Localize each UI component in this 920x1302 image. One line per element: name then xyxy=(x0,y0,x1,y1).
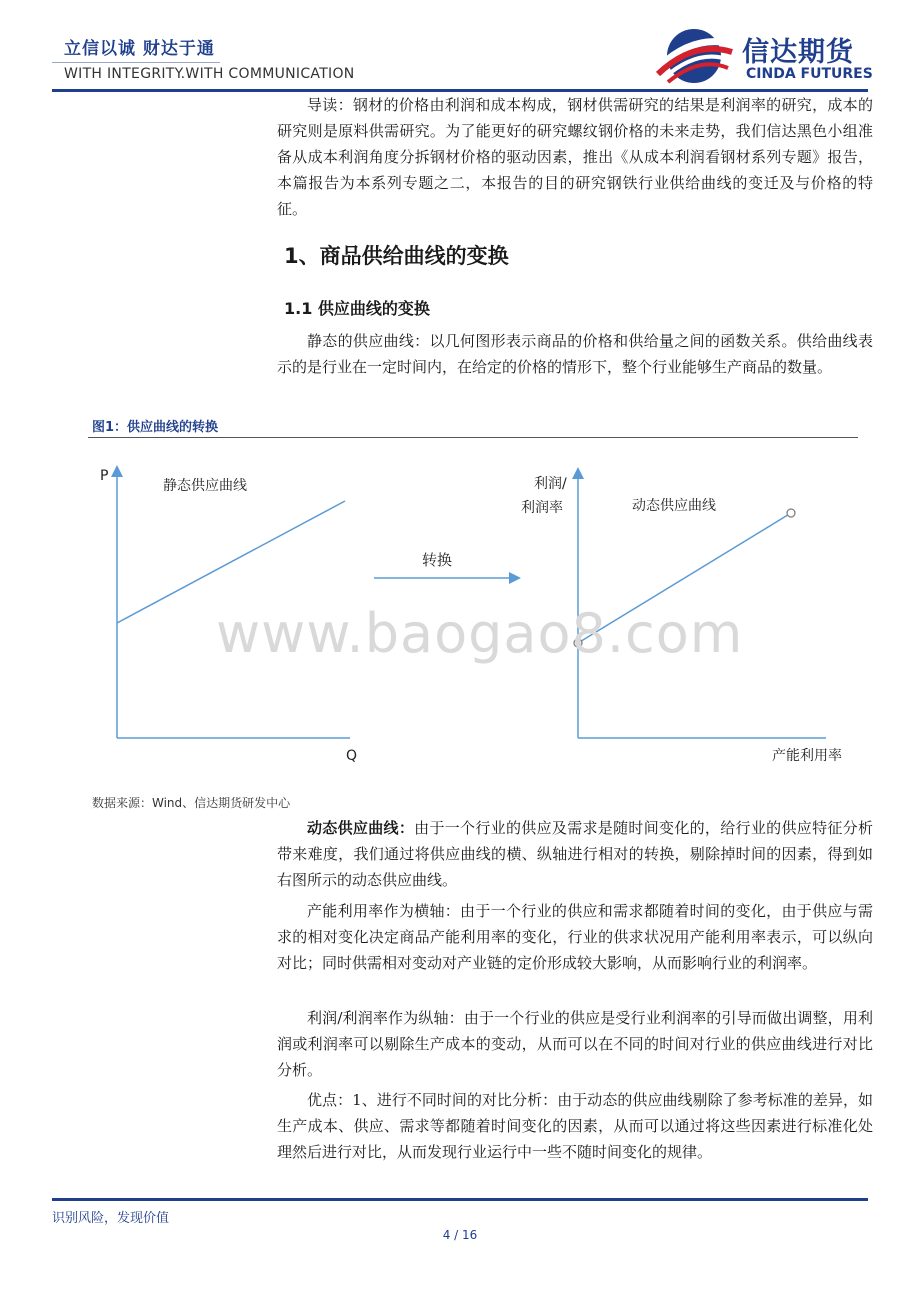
page-number: 4 / 16 xyxy=(442,1228,478,1242)
dynamic-supply-text: 由于一个行业的供应及需求是随时间变化的，给行业的供应特征分析带来难度，我们通过将供应曲线的横、纵轴进行相对的转换，剔除掉时间的因素，得到如右图所示的动态供应曲线。 xyxy=(277,819,873,889)
right-y-axis-label-line2: 利润率 xyxy=(521,500,563,516)
dynamic-supply-paragraph xyxy=(277,815,873,893)
footer-tagline: 识别风险，发现价值 xyxy=(52,1211,170,1226)
transform-label: 转换 xyxy=(422,551,453,569)
figure-source: 数据来源：Wind、信达期货研发中心 xyxy=(92,796,291,810)
left-x-axis-label: Q xyxy=(346,748,358,764)
figure-title-rule xyxy=(88,437,858,438)
figure-title: 图1：供应曲线的转换 xyxy=(92,420,219,435)
right-x-axis-label: 产能利用率 xyxy=(772,748,842,764)
intro-paragraph: 导读：钢材的价格由利润和成本构成，钢材供需研究的结果是利润率的研究，成本的研究则是原料供需研究。为了能更好的研究螺纹钢价格的未来走势，我们信达黑色小组准备从成本利润角度分拆钢材价格的驱动因素，推出《从成本利润看钢材系列专题》报告，本篇报告为本系列专题之二，本报告的目的研究钢铁行业供给曲线的变迁及与价格的特征。 xyxy=(277,96,873,218)
header-slogan-rule xyxy=(52,62,220,63)
watermark: www.baogao8.com xyxy=(216,602,744,665)
cinda-logo-icon xyxy=(654,26,734,86)
brand-name-cn: 信达期货 xyxy=(742,37,854,68)
section-1-1-title: 1.1 供应曲线的变换 xyxy=(284,299,430,318)
section-1-title: 1、商品供给曲线的变换 xyxy=(284,244,509,268)
x-axis-paragraph: 产能利用率作为横轴：由于一个行业的供应和需求都随着时间的变化，由于供应与需求的相对变化决定商品产能利用率的变化，行业的供求状况用产能利用率表示，可以纵向对比；同时供需相对变动对产业链的定价形成较大影响，从而影响行业的利润率。 xyxy=(277,902,873,972)
dynamic-curve-end-point xyxy=(787,509,795,517)
brand-name-en: CINDA FUTURES xyxy=(746,66,873,82)
right-y-axis-label-line1: 利润/ xyxy=(534,476,567,492)
static-supply-paragraph: 静态的供应曲线：以几何图形表示商品的价格和供给量之间的函数关系。供给曲线表示的是行业在一定时间内，在给定的价格的情形下，整个行业能够生产商品的数量。 xyxy=(277,332,873,376)
advantage-paragraph: 优点：1、进行不同时间的对比分析：由于动态的供应曲线剔除了参考标准的差异，如生产成本、供应、需求等都随着时间变化的因素，从而可以通过将这些因素进行标准化处理然后进行对比，从而发现行业运行中一些不随时间变化的规律。 xyxy=(277,1091,873,1161)
dynamic-curve-label: 动态供应曲线 xyxy=(632,498,716,514)
dynamic-supply-lead: 动态供应曲线： xyxy=(307,819,415,837)
footer-divider xyxy=(52,1198,868,1201)
left-y-axis-label: P xyxy=(100,468,109,484)
header-slogan-en: WITH INTEGRITY.WITH COMMUNICATION xyxy=(64,66,355,82)
header-slogan: 立信以诚 财达于通 xyxy=(64,39,215,59)
y-axis-paragraph: 利润/利润率作为纵轴：由于一个行业的供应是受行业利润率的引导而做出调整，用利润或利润率可以剔除生产成本的变动，从而可以在不同的时间对行业的供应曲线进行对比分析。 xyxy=(277,1009,873,1079)
static-curve-label: 静态供应曲线 xyxy=(163,478,247,494)
